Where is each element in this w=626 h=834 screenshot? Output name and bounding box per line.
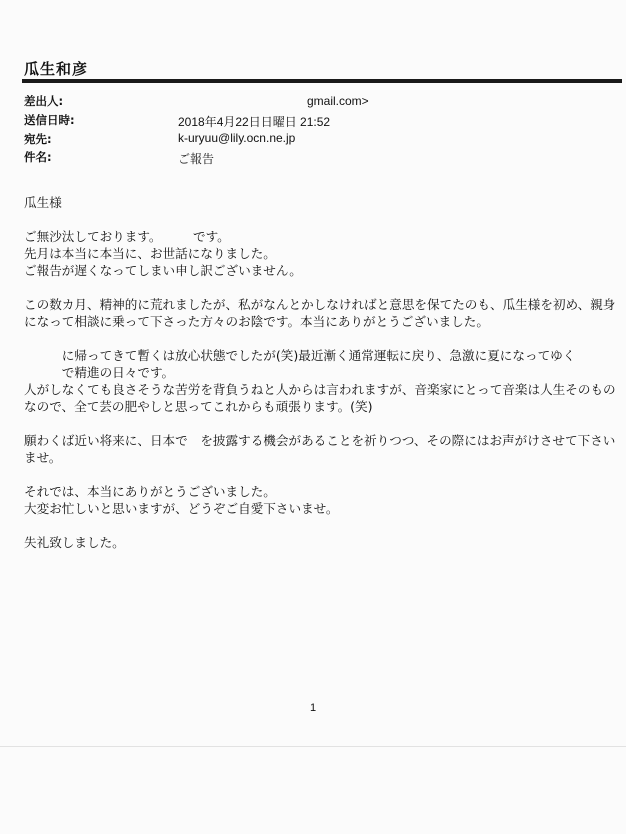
sender-name: 瓜生和彦: [24, 60, 89, 78]
paragraph-3: [24, 347, 620, 415]
body-line: 人がしなくても良さそうな苦労を背負うねと人からは言われますが、音楽家にとって音楽は人生そのもの: [24, 382, 616, 397]
salutation: 瓜生様: [24, 195, 62, 210]
header-rule: [22, 79, 622, 83]
body-line: ご無沙汰しております。 です。: [24, 229, 230, 244]
subject-label: 件名:: [24, 150, 52, 164]
body-line: ませ。: [24, 450, 62, 465]
from-label: 差出人:: [24, 94, 64, 108]
body-line: に帰ってきて暫くは放心状態でしたが(笑)最近漸く通常運転に戻り、急激に夏になってゆく: [24, 348, 576, 363]
body-line: 大変お忙しいと思いますが、どうぞご自愛下さいませ。: [24, 501, 339, 516]
page-number: 1: [310, 702, 317, 714]
paragraph-2: [24, 296, 620, 330]
paragraph-4: [24, 432, 620, 466]
body-line: で精進の日々です。: [24, 365, 175, 380]
page-edge: [0, 746, 626, 747]
body-line: なので、全て芸の肥やしと思ってこれからも頑張ります。(笑): [24, 399, 373, 414]
body-line: この数カ月、精神的に荒れましたが、私がなんとかしなければと意思を保てたのも、瓜生様を初め、親身: [24, 297, 616, 312]
paragraph-5: [24, 483, 620, 517]
sent-label: 送信日時:: [24, 113, 75, 127]
sent-value: 2018年4月22日日曜日 21:52: [178, 115, 331, 129]
body-line: 願わくば近い将来に、日本で を披露する機会があることを祈りつつ、その際にはお声がけさせて下さい: [24, 433, 616, 448]
to-value: k-uryuu@lily.ocn.ne.jp: [178, 131, 296, 145]
closing: 失礼致しました。: [24, 535, 125, 550]
body-line: になって相談に乗って下さった方々のお陰です。本当にありがとうございました。: [24, 314, 489, 329]
paragraph-1: [24, 228, 620, 279]
body-line: ご報告が遅くなってしまい申し訳ございません。: [24, 263, 302, 278]
body-line: 先月は本当に本当に、お世話になりました。: [24, 246, 276, 261]
email-body: [24, 194, 620, 551]
from-value: gmail.com>: [307, 94, 369, 108]
body-line: それでは、本当にありがとうございました。: [24, 484, 276, 499]
to-label: 宛先:: [24, 132, 52, 146]
subject-value: ご報告: [178, 152, 215, 166]
